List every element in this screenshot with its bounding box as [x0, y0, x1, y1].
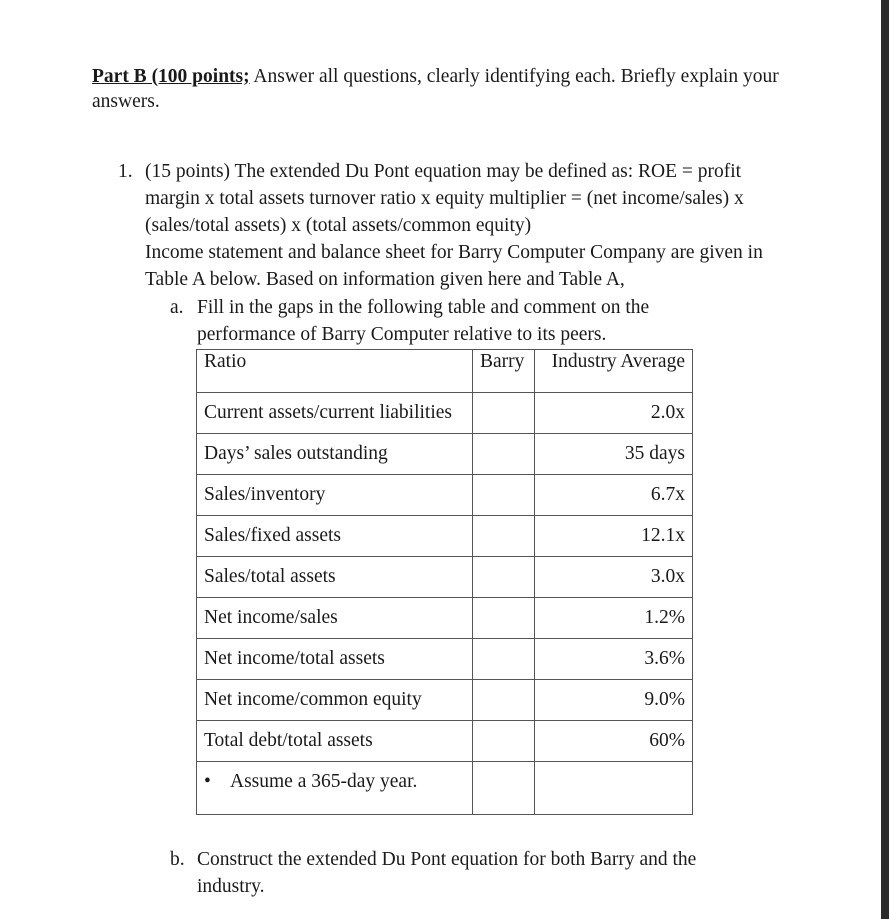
- table-row: [197, 393, 693, 434]
- table-row: [197, 516, 693, 557]
- note-text: Assume a 365-day year.: [230, 771, 418, 792]
- ratio-name: Sales/total assets: [197, 557, 473, 598]
- industry-value: 3.6%: [535, 639, 693, 680]
- part-b-heading: [92, 64, 792, 114]
- table-row: [197, 557, 693, 598]
- barry-value[interactable]: [473, 516, 535, 557]
- table-note-row: [197, 762, 693, 815]
- industry-value: 6.7x: [535, 475, 693, 516]
- question-1-equation: (15 points) The extended Du Pont equation may be defined as: ROE = profit margin x total assets turnover ratio x equity multiplier = (net income/sales) x (sales/total assets) x (total assets/common equity): [145, 161, 744, 236]
- industry-value: 60%: [535, 721, 693, 762]
- barry-value[interactable]: [473, 557, 535, 598]
- industry-value: 9.0%: [535, 680, 693, 721]
- bullet-icon: •: [204, 771, 211, 792]
- table-row: [197, 475, 693, 516]
- industry-value: 3.0x: [535, 557, 693, 598]
- part-a-text: Fill in the gaps in the following table and comment on the performance of Barry Computer relative to its peers.: [197, 297, 650, 345]
- barry-value[interactable]: [473, 639, 535, 680]
- note-empty-industry: [535, 762, 693, 815]
- industry-value: 35 days: [535, 434, 693, 475]
- part-b-label: b.: [170, 849, 185, 870]
- note-empty-barry: [473, 762, 535, 815]
- header-barry: Barry: [473, 350, 535, 393]
- table-row: [197, 721, 693, 762]
- question-1-text: [145, 158, 785, 293]
- barry-value[interactable]: [473, 475, 535, 516]
- barry-value[interactable]: [473, 598, 535, 639]
- ratio-name: Net income/sales: [197, 598, 473, 639]
- table-header-row: [197, 350, 693, 393]
- barry-value[interactable]: [473, 680, 535, 721]
- table-row: [197, 680, 693, 721]
- table-row: [197, 639, 693, 680]
- ratio-name: Current assets/current liabilities: [197, 393, 473, 434]
- ratio-table: [196, 349, 693, 815]
- industry-value: 12.1x: [535, 516, 693, 557]
- question-1-context: Income statement and balance sheet for Barry Computer Company are given in Table A below. Based on information given here and Table A,: [145, 242, 763, 290]
- barry-value[interactable]: [473, 393, 535, 434]
- part-b-text: Construct the extended Du Pont equation for both Barry and the industry.: [197, 849, 697, 897]
- table-row: [197, 598, 693, 639]
- header-industry-average: Industry Average: [535, 350, 693, 393]
- industry-value: 2.0x: [535, 393, 693, 434]
- ratio-name: Net income/total assets: [197, 639, 473, 680]
- barry-value[interactable]: [473, 721, 535, 762]
- ratio-name: Sales/fixed assets: [197, 516, 473, 557]
- barry-value[interactable]: [473, 434, 535, 475]
- table-row: [197, 434, 693, 475]
- ratio-name: Total debt/total assets: [197, 721, 473, 762]
- header-ratio: Ratio: [197, 350, 473, 393]
- window-edge: [881, 0, 889, 919]
- ratio-name: Sales/inventory: [197, 475, 473, 516]
- ratio-name: Net income/common equity: [197, 680, 473, 721]
- question-1-number: 1.: [118, 161, 133, 182]
- part-b-title: Part B (100 points;: [92, 66, 250, 87]
- industry-value: 1.2%: [535, 598, 693, 639]
- part-b-instructions: Answer all questions, clearly identifying each. Briefly explain your answers.: [92, 66, 779, 112]
- part-a-label: a.: [170, 297, 184, 318]
- note-cell: [197, 762, 473, 815]
- ratio-name: Days’ sales outstanding: [197, 434, 473, 475]
